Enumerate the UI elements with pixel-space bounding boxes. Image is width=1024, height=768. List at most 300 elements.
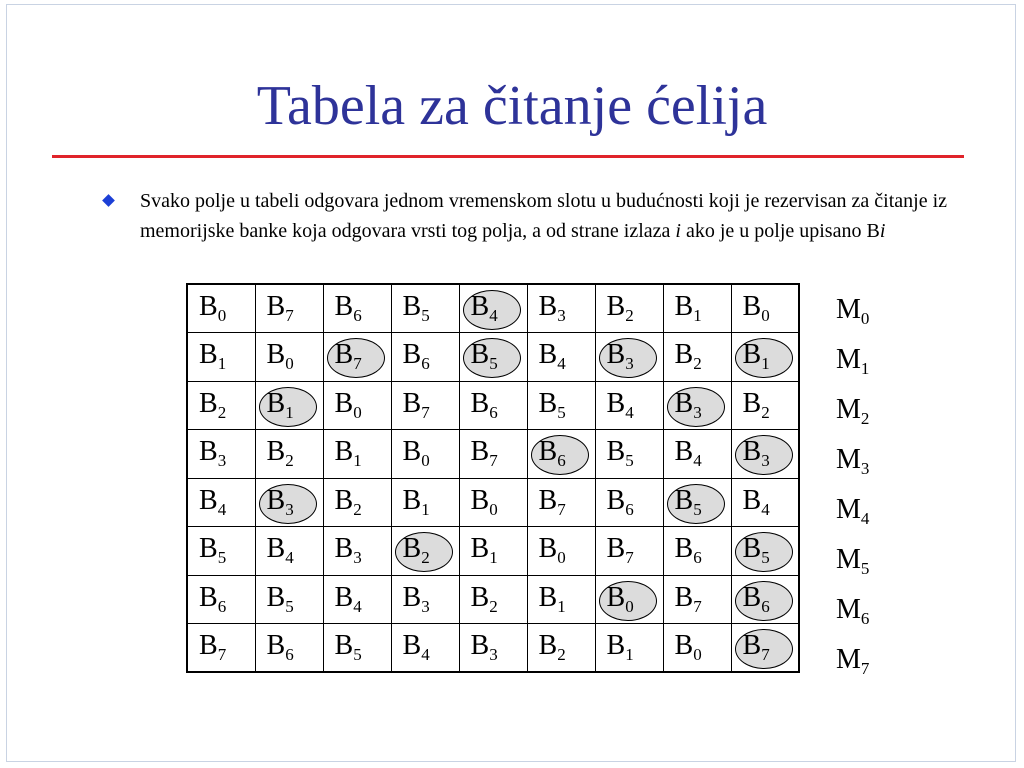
cell-letter: B bbox=[199, 630, 218, 661]
cell-letter: B bbox=[199, 581, 218, 613]
cell-letter: B bbox=[199, 339, 218, 371]
table-cell bbox=[595, 624, 663, 673]
cell-label bbox=[199, 387, 227, 422]
bullet-text-var2: i bbox=[879, 220, 886, 242]
table-cell bbox=[255, 624, 323, 673]
row-label-m bbox=[836, 546, 869, 577]
slide-title: Tabela za čitanje ćelija bbox=[256, 75, 768, 137]
table-cell bbox=[663, 333, 731, 382]
cell-letter: B bbox=[266, 339, 286, 371]
table-cell-highlighted bbox=[323, 333, 391, 382]
cell-subscript: 4 bbox=[285, 548, 294, 568]
cell-subscript: 5 bbox=[489, 354, 498, 374]
cell-letter: B bbox=[606, 291, 626, 322]
cell-subscript: 4 bbox=[217, 499, 227, 519]
table-cell bbox=[391, 624, 459, 673]
table-cell bbox=[595, 284, 663, 333]
table-cell bbox=[187, 333, 255, 382]
table-cell bbox=[731, 478, 799, 527]
cell-subscript: 1 bbox=[625, 645, 634, 664]
table-cell-highlighted bbox=[595, 575, 663, 624]
cell-label bbox=[606, 484, 634, 519]
row-label-m bbox=[836, 346, 869, 377]
cell-subscript: 3 bbox=[285, 499, 294, 519]
cell-letter: B bbox=[334, 533, 354, 565]
cell-subscript: 1 bbox=[761, 354, 770, 374]
table-cell bbox=[187, 478, 255, 527]
table-cell-highlighted bbox=[595, 333, 663, 382]
row-label-letter: M bbox=[836, 644, 861, 675]
cell-subscript: 6 bbox=[693, 548, 702, 568]
table-cell bbox=[459, 381, 527, 430]
table-cell bbox=[527, 575, 595, 624]
cell-label bbox=[743, 438, 770, 469]
cell-subscript: 2 bbox=[761, 402, 770, 422]
cell-subscript: 7 bbox=[761, 645, 770, 664]
cell-letter: B bbox=[199, 533, 218, 565]
cell-letter: B bbox=[674, 484, 694, 516]
table-cell-highlighted bbox=[459, 333, 527, 382]
cell-letter: B bbox=[334, 291, 354, 322]
cell-label bbox=[403, 341, 430, 372]
cell-letter: B bbox=[674, 533, 694, 565]
cell-subscript: 4 bbox=[557, 354, 566, 374]
cell-label bbox=[267, 438, 294, 469]
cell-label bbox=[199, 632, 226, 663]
cell-label bbox=[606, 581, 634, 616]
cell-letter: B bbox=[606, 339, 626, 371]
cell-subscript: 0 bbox=[353, 402, 362, 422]
cell-subscript: 7 bbox=[353, 354, 362, 374]
row-label-m bbox=[836, 296, 869, 327]
table-cell bbox=[323, 478, 391, 527]
table-cell bbox=[527, 284, 595, 333]
cell-subscript: 3 bbox=[761, 451, 770, 471]
cell-label bbox=[403, 632, 430, 663]
table-row bbox=[187, 527, 799, 576]
cell-label bbox=[675, 341, 702, 372]
cell-subscript: 5 bbox=[625, 451, 634, 471]
cell-subscript: 6 bbox=[353, 306, 362, 325]
table-cell bbox=[663, 575, 731, 624]
cell-label bbox=[675, 293, 702, 324]
cell-subscript: 5 bbox=[217, 548, 227, 568]
cell-letter: B bbox=[470, 339, 490, 371]
cell-letter: B bbox=[402, 533, 422, 565]
cell-letter: B bbox=[742, 581, 762, 613]
table-cell bbox=[255, 527, 323, 576]
table-row bbox=[187, 284, 799, 333]
table-cell bbox=[323, 430, 391, 479]
cell-letter: B bbox=[266, 533, 286, 565]
cell-subscript: 2 bbox=[693, 354, 702, 374]
table-cell bbox=[391, 430, 459, 479]
cell-letter: B bbox=[470, 581, 490, 613]
table-cell bbox=[187, 624, 255, 673]
cell-subscript: 7 bbox=[421, 402, 430, 422]
table-cell bbox=[391, 478, 459, 527]
cell-letter: B bbox=[470, 533, 490, 565]
row-label-letter: M bbox=[836, 494, 861, 525]
row-label-letter: M bbox=[836, 544, 861, 575]
cell-subscript: 2 bbox=[557, 645, 566, 664]
cell-subscript: 4 bbox=[625, 402, 634, 422]
table-cell bbox=[459, 430, 527, 479]
cell-letter: B bbox=[538, 436, 558, 468]
table-cell bbox=[595, 478, 663, 527]
table-cell-highlighted bbox=[731, 624, 799, 673]
table-cell bbox=[527, 624, 595, 673]
cell-subscript: 2 bbox=[285, 451, 294, 471]
table-cell bbox=[391, 333, 459, 382]
cell-label bbox=[199, 341, 226, 372]
row-label-subscript: 5 bbox=[860, 559, 870, 578]
cell-letter: B bbox=[402, 436, 422, 468]
cell-label bbox=[335, 535, 362, 566]
cell-subscript: 0 bbox=[761, 306, 770, 325]
cell-letter: B bbox=[470, 630, 490, 661]
cell-letter: B bbox=[674, 387, 694, 419]
cell-label bbox=[199, 535, 226, 566]
cell-letter: B bbox=[334, 581, 354, 613]
cell-subscript: 3 bbox=[557, 306, 566, 325]
cell-letter: B bbox=[742, 291, 762, 322]
cell-letter: B bbox=[742, 630, 762, 661]
row-label-letter: M bbox=[836, 594, 861, 625]
table-cell bbox=[663, 624, 731, 673]
cell-letter: B bbox=[402, 581, 422, 613]
cell-subscript: 6 bbox=[285, 645, 294, 664]
cell-label bbox=[607, 341, 634, 372]
cell-label bbox=[335, 632, 362, 663]
table-cell bbox=[663, 527, 731, 576]
cell-letter: B bbox=[538, 484, 558, 516]
table-row bbox=[187, 478, 799, 527]
row-label-subscript: 3 bbox=[860, 459, 870, 478]
cell-subscript: 5 bbox=[557, 402, 566, 422]
table-cell bbox=[255, 333, 323, 382]
table-cell bbox=[527, 478, 595, 527]
cell-letter: B bbox=[470, 387, 490, 419]
cell-subscript: 1 bbox=[421, 499, 430, 519]
row-label-subscript: 6 bbox=[860, 609, 870, 628]
cell-label bbox=[335, 438, 362, 469]
table-cell bbox=[187, 284, 255, 333]
table-cell-highlighted bbox=[731, 333, 799, 382]
table-cell bbox=[459, 527, 527, 576]
cell-label bbox=[335, 341, 362, 372]
cell-letter: B bbox=[674, 339, 694, 371]
cell-subscript: 7 bbox=[693, 596, 702, 616]
table-cell bbox=[323, 624, 391, 673]
cell-letter: B bbox=[199, 387, 218, 419]
cell-letter: B bbox=[742, 387, 762, 419]
cell-letter: B bbox=[334, 484, 354, 516]
table-cell bbox=[527, 527, 595, 576]
cell-label bbox=[743, 293, 770, 324]
cell-letter: B bbox=[334, 387, 354, 419]
bullet-text-mid: ako je u polje upisano B bbox=[680, 220, 880, 242]
cell-subscript: 1 bbox=[217, 354, 227, 374]
table-cell-highlighted bbox=[663, 478, 731, 527]
cell-label bbox=[674, 387, 702, 422]
cell-letter: B bbox=[674, 581, 694, 613]
cell-letter: B bbox=[199, 484, 218, 516]
cell-subscript: 7 bbox=[489, 451, 498, 471]
cell-subscript: 7 bbox=[557, 499, 566, 519]
table-cell bbox=[187, 527, 255, 576]
cell-subscript: 3 bbox=[217, 451, 227, 471]
cell-label bbox=[607, 632, 634, 663]
cell-subscript: 5 bbox=[285, 596, 294, 616]
table-cell bbox=[187, 381, 255, 430]
cell-label bbox=[334, 387, 362, 422]
cell-subscript: 6 bbox=[489, 402, 498, 422]
cell-letter: B bbox=[199, 436, 218, 468]
table-cell bbox=[323, 575, 391, 624]
cell-label bbox=[607, 293, 634, 324]
cell-letter: B bbox=[674, 291, 694, 322]
row-label-subscript: 0 bbox=[860, 309, 870, 328]
cell-letter: B bbox=[266, 630, 286, 661]
cell-letter: B bbox=[266, 484, 286, 516]
cell-label bbox=[675, 632, 702, 663]
cell-subscript: 6 bbox=[217, 596, 227, 616]
row-label-letter: M bbox=[836, 394, 861, 425]
cell-letter: B bbox=[606, 581, 626, 613]
cell-label bbox=[402, 484, 430, 519]
table-row bbox=[187, 333, 799, 382]
cell-subscript: 0 bbox=[217, 306, 227, 325]
cell-subscript: 0 bbox=[693, 645, 702, 664]
table-cell bbox=[255, 575, 323, 624]
table-row bbox=[187, 430, 799, 479]
cell-label bbox=[471, 293, 498, 324]
cell-subscript: 4 bbox=[761, 499, 770, 519]
cell-letter: B bbox=[470, 484, 490, 516]
cell-label bbox=[471, 535, 498, 566]
cell-label bbox=[674, 484, 702, 519]
cell-label bbox=[538, 484, 566, 519]
cell-subscript: 7 bbox=[217, 645, 227, 664]
cell-label bbox=[607, 535, 634, 566]
cell-letter: B bbox=[266, 436, 286, 468]
cell-label bbox=[335, 293, 362, 324]
row-label-subscript: 4 bbox=[860, 509, 870, 528]
table-cell bbox=[391, 284, 459, 333]
cell-subscript: 4 bbox=[421, 645, 430, 664]
table-cell bbox=[595, 381, 663, 430]
cell-letter: B bbox=[199, 291, 218, 322]
cell-letter: B bbox=[470, 436, 490, 468]
cell-letter: B bbox=[606, 436, 626, 468]
cell-subscript: 1 bbox=[353, 451, 362, 471]
table-cell bbox=[731, 381, 799, 430]
cell-label bbox=[538, 387, 566, 422]
cell-subscript: 0 bbox=[557, 548, 566, 568]
table-cell bbox=[459, 575, 527, 624]
cell-letter: B bbox=[742, 484, 762, 516]
cell-label bbox=[334, 484, 362, 519]
cell-letter: B bbox=[538, 387, 558, 419]
table-cell bbox=[323, 284, 391, 333]
table-cell bbox=[595, 527, 663, 576]
cell-label bbox=[743, 632, 770, 663]
cell-letter: B bbox=[674, 630, 694, 661]
row-label-m bbox=[836, 596, 869, 627]
table-cell-highlighted bbox=[255, 381, 323, 430]
cell-subscript: 0 bbox=[489, 499, 498, 519]
table-cell bbox=[391, 575, 459, 624]
cell-label bbox=[199, 293, 226, 324]
cell-label bbox=[539, 438, 566, 469]
cell-letter: B bbox=[266, 387, 286, 419]
table-cell-highlighted bbox=[731, 575, 799, 624]
cell-subscript: 5 bbox=[761, 548, 770, 568]
cell-subscript: 4 bbox=[353, 596, 362, 616]
cell-label bbox=[742, 387, 770, 422]
cell-subscript: 0 bbox=[421, 451, 430, 471]
cell-label bbox=[743, 535, 770, 566]
cell-subscript: 7 bbox=[285, 306, 294, 325]
cell-subscript: 6 bbox=[761, 596, 770, 616]
row-label-subscript: 1 bbox=[860, 359, 870, 378]
cell-subscript: 2 bbox=[489, 596, 498, 616]
cell-subscript: 3 bbox=[625, 354, 634, 374]
cell-subscript: 7 bbox=[625, 548, 634, 568]
cell-letter: B bbox=[538, 533, 558, 565]
cell-subscript: 5 bbox=[421, 306, 430, 325]
table-cell-highlighted bbox=[527, 430, 595, 479]
cell-letter: B bbox=[538, 339, 558, 371]
row-label-subscript: 7 bbox=[860, 659, 870, 678]
cell-letter: B bbox=[402, 339, 422, 371]
row-label-letter: M bbox=[836, 294, 861, 325]
cell-subscript: 1 bbox=[557, 596, 566, 616]
cell-letter: B bbox=[606, 387, 626, 419]
cell-label bbox=[199, 438, 226, 469]
table-cell bbox=[391, 381, 459, 430]
row-label-letter: M bbox=[836, 444, 861, 475]
cell-label bbox=[606, 387, 634, 422]
table-row bbox=[187, 381, 799, 430]
cell-label bbox=[470, 581, 498, 616]
cell-letter: B bbox=[470, 291, 490, 322]
cell-letter: B bbox=[266, 581, 286, 613]
cell-subscript: 0 bbox=[285, 354, 294, 374]
cell-subscript: 3 bbox=[489, 645, 498, 664]
cell-label bbox=[742, 484, 770, 519]
cell-letter: B bbox=[606, 484, 626, 516]
cell-label bbox=[470, 387, 498, 422]
cell-letter: B bbox=[402, 630, 422, 661]
table-cell-highlighted bbox=[731, 527, 799, 576]
table-cell-highlighted bbox=[663, 381, 731, 430]
cell-label bbox=[267, 293, 294, 324]
cell-letter: B bbox=[402, 291, 422, 322]
cell-label bbox=[674, 581, 702, 616]
cell-letter: B bbox=[606, 533, 626, 565]
table-cell bbox=[595, 430, 663, 479]
cell-letter: B bbox=[334, 339, 354, 371]
cell-label bbox=[266, 387, 294, 422]
cell-subscript: 5 bbox=[353, 645, 362, 664]
cell-label bbox=[267, 341, 294, 372]
cell-letter: B bbox=[334, 630, 354, 661]
cell-label bbox=[334, 581, 362, 616]
table-cell bbox=[527, 333, 595, 382]
cell-label bbox=[538, 581, 566, 616]
bullet-text bbox=[140, 186, 960, 246]
cell-label bbox=[403, 535, 430, 566]
row-label-m bbox=[836, 396, 869, 427]
table-cell bbox=[731, 284, 799, 333]
cell-subscript: 1 bbox=[693, 306, 702, 325]
table-cell bbox=[187, 575, 255, 624]
cell-subscript: 6 bbox=[421, 354, 430, 374]
cell-subscript: 5 bbox=[693, 499, 702, 519]
cell-label bbox=[675, 535, 702, 566]
cell-label bbox=[267, 535, 294, 566]
cell-label bbox=[539, 341, 566, 372]
cell-label bbox=[402, 387, 430, 422]
cell-letter: B bbox=[334, 436, 354, 468]
row-label-letter: M bbox=[836, 344, 861, 375]
cell-subscript: 1 bbox=[489, 548, 498, 568]
cell-subscript: 6 bbox=[557, 451, 566, 471]
table-cell bbox=[323, 527, 391, 576]
cell-label bbox=[471, 438, 498, 469]
cell-letter: B bbox=[742, 436, 762, 468]
bullet-text-var: i bbox=[675, 220, 681, 242]
bullet-text-main: Svako polje u tabeli odgovara jednom vremenskom slotu u budućnosti koji je rezervisan za čitanje iz memorijske banke koja odgovara vrsti tog polja, a od strane izlaza bbox=[140, 190, 948, 242]
cell-letter: B bbox=[402, 484, 422, 516]
table-cell-highlighted bbox=[391, 527, 459, 576]
cell-label bbox=[403, 438, 430, 469]
cell-letter: B bbox=[538, 581, 558, 613]
cell-subscript: 2 bbox=[625, 306, 634, 325]
cell-label bbox=[266, 484, 294, 519]
table-cell bbox=[459, 624, 527, 673]
cell-label bbox=[539, 535, 566, 566]
cell-label bbox=[742, 581, 770, 616]
cell-subscript: 4 bbox=[489, 306, 498, 325]
cell-subscript: 3 bbox=[421, 596, 430, 616]
cell-label bbox=[403, 293, 430, 324]
table-cell bbox=[459, 478, 527, 527]
cell-letter: B bbox=[538, 630, 558, 661]
row-label-m bbox=[836, 446, 869, 477]
table-cell bbox=[255, 430, 323, 479]
reading-table bbox=[186, 283, 800, 673]
table-cell-highlighted bbox=[255, 478, 323, 527]
cell-label bbox=[199, 581, 227, 616]
cell-label bbox=[402, 581, 430, 616]
table-cell-highlighted bbox=[731, 430, 799, 479]
cell-label bbox=[607, 438, 634, 469]
table-cell bbox=[527, 381, 595, 430]
row-label-m bbox=[836, 646, 869, 677]
table-cell bbox=[323, 381, 391, 430]
cell-letter: B bbox=[742, 339, 762, 371]
cell-subscript: 2 bbox=[421, 548, 430, 568]
row-label-subscript: 2 bbox=[860, 409, 870, 428]
cell-letter: B bbox=[402, 387, 422, 419]
cell-letter: B bbox=[606, 630, 626, 661]
cell-letter: B bbox=[742, 533, 762, 565]
table-row bbox=[187, 624, 799, 673]
cell-subscript: 6 bbox=[625, 499, 634, 519]
